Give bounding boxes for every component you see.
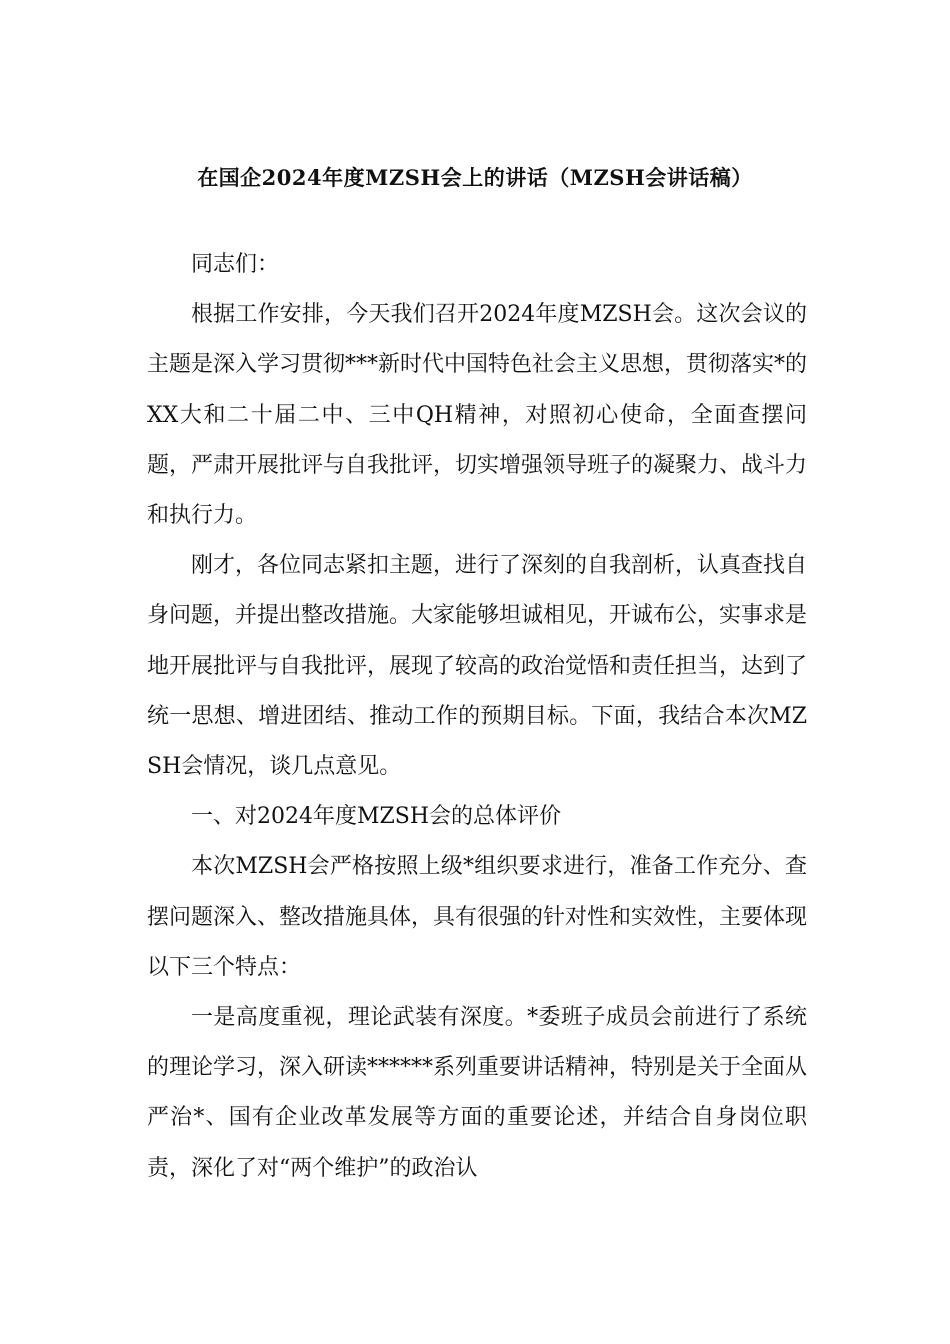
salutation: 同志们：: [191, 252, 280, 277]
paragraph-meeting-features: 本次MZSH会严格按照上级*组织要求进行，准备工作充分、查摆问题深入、整改措施具体，具有很强的针对性和实效性，主要体现以下三个特点：: [147, 854, 808, 980]
paragraph-self-analysis: 刚才，各位同志紧扣主题，进行了深刻的自我剖析，认真查找自身问题，并提出整改措施。大家能够坦诚相见，开诚布公，实事求是地开展批评与自我批评，展现了较高的政治觉悟和责任担当，达到了统一思想、增进团结、推动工作的预期目标。下面，我结合本次MZSH会情况，谈几点意见。: [147, 553, 808, 780]
document-title: 在国企2024年度MZSH会上的讲话（MZSH会讲话稿）: [197, 165, 753, 190]
paragraph-meeting-theme: 根据工作安排，今天我们召开2024年度MZSH会。这次会议的主题是深入学习贯彻***新时代中国特色社会主义思想，贯彻落实*的XX大和二十届二中、三中QH精神，对照初心使命，全面查摆问题，严肃开展批评与自我批评，切实增强领导班子的凝聚力、战斗力和执行力。: [147, 302, 808, 529]
section-heading-overall-evaluation: 一、对2024年度MZSH会的总体评价: [191, 804, 562, 830]
paragraph-feature-one: 一是高度重视，理论武装有深度。*委班子成员会前进行了系统的理论学习，深入研读******系列重要讲话精神，特别是关于全面从严治*、国有企业改革发展等方面的重要论述，并结合自身岗位职责，深化了对“两个维护”的政治认: [147, 1005, 808, 1181]
document-body: [147, 240, 807, 1194]
